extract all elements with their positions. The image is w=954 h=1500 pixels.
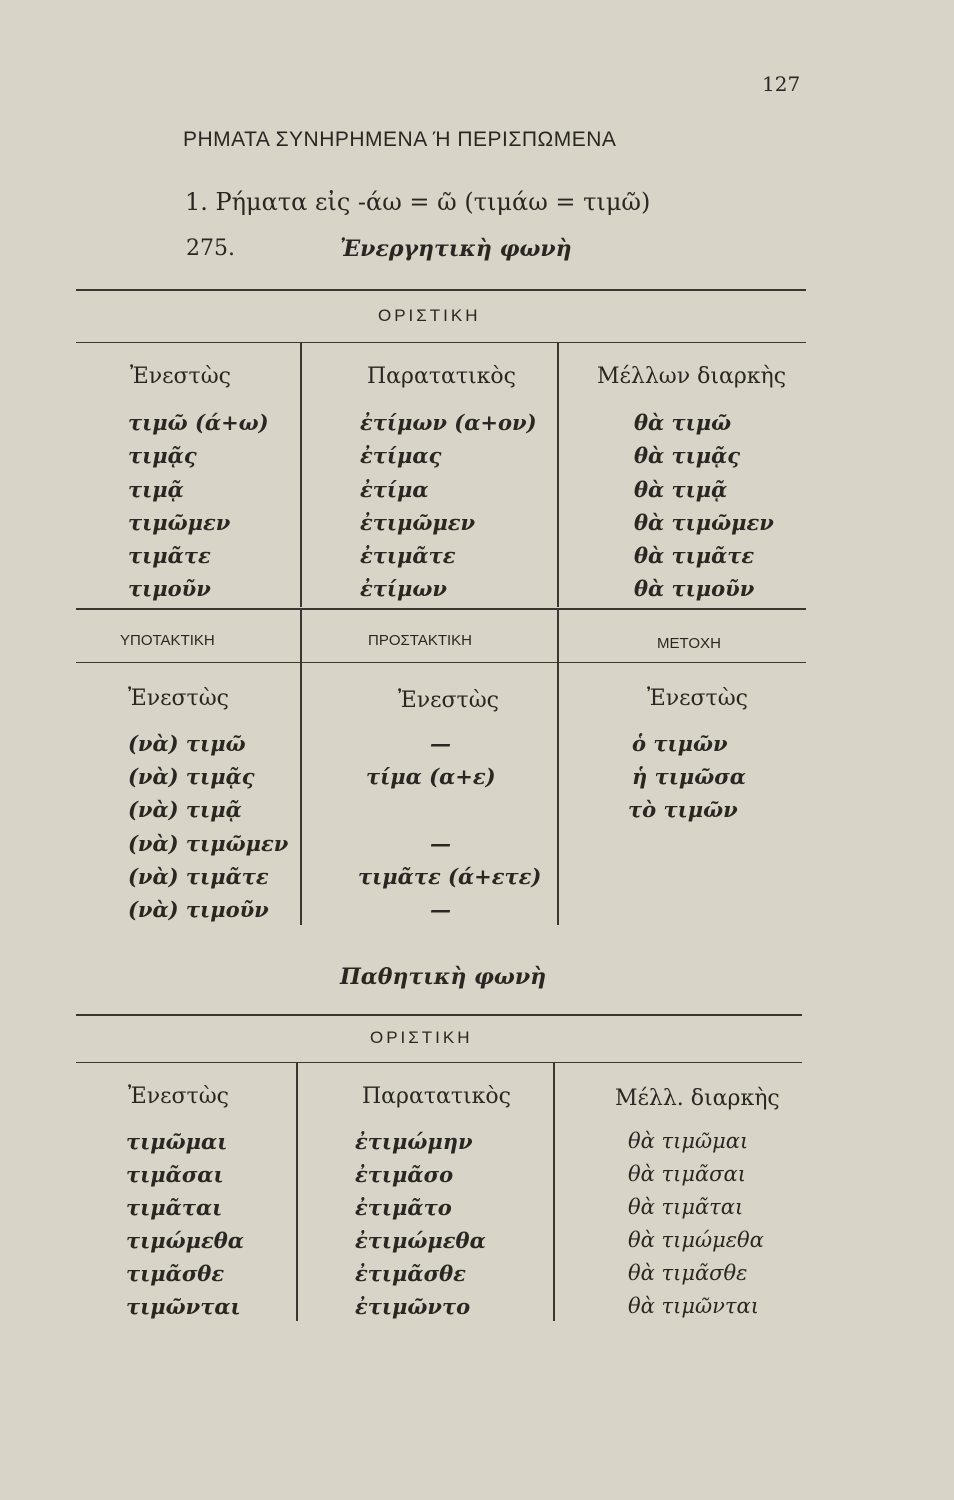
passive-present-form: τιμῶμαι bbox=[126, 1129, 228, 1154]
imperative-form: — bbox=[430, 897, 451, 922]
active-future-header: Μέλλων διαρκὴς bbox=[597, 364, 787, 389]
participle-form: ἡ τιμῶσα bbox=[632, 764, 746, 789]
passive-present-form: τιμᾶται bbox=[126, 1195, 223, 1220]
active-indicative-header: ΟΡΙΣΤΙΚΗ bbox=[378, 306, 481, 325]
section-subtitle: 1. Ρήματα εἰς -άω = ῶ (τιμάω = τιμῶ) bbox=[185, 188, 651, 216]
passive-imperfect-form: ἐτιμῶντο bbox=[355, 1294, 471, 1319]
active-present-form: τιμᾶτε bbox=[128, 543, 211, 568]
divider-passive-1 bbox=[296, 1063, 298, 1321]
rule-passive-top bbox=[76, 1014, 802, 1016]
passive-imperfect-form: ἐτιμώμεθα bbox=[355, 1228, 486, 1253]
passive-imperfect-form: ἐτιμᾶσθε bbox=[355, 1261, 466, 1286]
active-present-form: τιμῶ (ά+ω) bbox=[128, 410, 269, 435]
passive-future-form: θὰ τιμῶμαι bbox=[628, 1129, 749, 1153]
active-imperfect-form: ἐτίμων (α+ον) bbox=[360, 410, 537, 435]
participle-header: ΜΕΤΟΧΗ bbox=[657, 635, 721, 652]
active-future-form: θὰ τιμῶ bbox=[634, 410, 732, 435]
rule-active-top bbox=[76, 289, 806, 291]
passive-imperfect-form: ἐτιμᾶτο bbox=[355, 1195, 452, 1220]
participle-present-header: Ἐνεστὼς bbox=[647, 686, 748, 711]
active-present-form: τιμᾷ bbox=[128, 477, 184, 502]
active-future-form: θὰ τιμᾷ bbox=[634, 477, 728, 502]
passive-future-header: Μέλλ. διαρκὴς bbox=[615, 1086, 780, 1111]
divider-passive-2 bbox=[553, 1063, 555, 1321]
active-imperfect-form: ἐτιμᾶτε bbox=[360, 543, 456, 568]
imperative-form: — bbox=[430, 831, 451, 856]
imperative-header: ΠΡΟΣΤΑΚΤΙΚΗ bbox=[368, 632, 473, 649]
imperative-present-header: Ἐνεστὼς bbox=[398, 688, 499, 713]
active-imperfect-header: Παρατατικὸς bbox=[367, 364, 516, 389]
subjunctive-form: (νὰ) τιμᾷς bbox=[128, 764, 255, 789]
passive-voice-title: Παθητικὴ φωνὴ bbox=[340, 964, 547, 990]
subjunctive-form: (νὰ) τιμῶ bbox=[128, 731, 246, 756]
passive-present-header: Ἐνεστὼς bbox=[128, 1084, 229, 1109]
imperative-form: τιμᾶτε (ά+ετε) bbox=[358, 864, 542, 889]
imperative-form: — bbox=[430, 731, 451, 756]
active-imperfect-form: ἐτίμα bbox=[360, 477, 429, 502]
subjunctive-form: (νὰ) τιμᾷ bbox=[128, 797, 242, 822]
page-number: 127 bbox=[762, 72, 801, 96]
active-future-form: θὰ τιμᾶτε bbox=[634, 543, 755, 568]
passive-imperfect-form: ἐτιμώμην bbox=[355, 1129, 473, 1154]
passive-future-form: θὰ τιμᾶσθε bbox=[628, 1261, 748, 1285]
active-present-form: τιμοῦν bbox=[128, 576, 211, 601]
subjunctive-form: (νὰ) τιμῶμεν bbox=[128, 831, 289, 856]
active-present-form: τιμᾷς bbox=[128, 443, 197, 468]
subjunctive-present-header: Ἐνεστὼς bbox=[128, 686, 229, 711]
passive-present-form: τιμώμεθα bbox=[126, 1228, 244, 1253]
rule-active-indicative bbox=[76, 342, 806, 343]
divider-moods-h2 bbox=[557, 610, 559, 662]
rule-moods-header bbox=[76, 662, 806, 663]
subjunctive-header: ΥΠΟΤΑΚΤΙΚΗ bbox=[120, 632, 215, 649]
passive-future-form: θὰ τιμᾶται bbox=[628, 1195, 744, 1219]
active-imperfect-form: ἐτίμων bbox=[360, 576, 447, 601]
active-present-form: τιμῶμεν bbox=[128, 510, 231, 535]
passive-imperfect-form: ἐτιμᾶσο bbox=[355, 1162, 454, 1187]
passive-present-form: τιμᾶσθε bbox=[126, 1261, 225, 1286]
divider-moods-1 bbox=[300, 663, 302, 925]
subjunctive-form: (νὰ) τιμᾶτε bbox=[128, 864, 269, 889]
active-future-form: θὰ τιμᾷς bbox=[634, 443, 741, 468]
passive-imperfect-header: Παρατατικὸς bbox=[362, 1084, 511, 1109]
divider-active-1 bbox=[300, 343, 302, 607]
active-voice-title: Ἐνεργητικὴ φωνὴ bbox=[340, 236, 572, 262]
rule-passive-indicative bbox=[76, 1062, 802, 1063]
subjunctive-form: (νὰ) τιμοῦν bbox=[128, 897, 269, 922]
section-number: 275. bbox=[186, 236, 235, 261]
divider-moods-h1 bbox=[300, 610, 302, 662]
participle-form: ὁ τιμῶν bbox=[632, 731, 728, 756]
active-future-form: θὰ τιμοῦν bbox=[634, 576, 755, 601]
passive-present-form: τιμῶνται bbox=[126, 1294, 241, 1319]
participle-form: τὸ τιμῶν bbox=[628, 797, 738, 822]
page-title: ΡΗΜΑΤΑ ΣΥΝΗΡΗΜΕΝΑ Ή ΠΕΡΙΣΠΩΜΕΝΑ bbox=[183, 128, 617, 151]
rule-moods-top bbox=[76, 608, 806, 610]
passive-future-form: θὰ τιμῶνται bbox=[628, 1294, 759, 1318]
passive-future-form: θὰ τιμώμεθα bbox=[628, 1228, 764, 1252]
passive-present-form: τιμᾶσαι bbox=[126, 1162, 224, 1187]
active-present-header: Ἐνεστὼς bbox=[130, 364, 231, 389]
active-imperfect-form: ἐτίμας bbox=[360, 443, 442, 468]
imperative-form: τίμα (α+ε) bbox=[366, 764, 496, 789]
active-future-form: θὰ τιμῶμεν bbox=[634, 510, 774, 535]
passive-indicative-header: ΟΡΙΣΤΙΚΗ bbox=[370, 1028, 473, 1047]
passive-future-form: θὰ τιμᾶσαι bbox=[628, 1162, 746, 1186]
divider-active-2 bbox=[557, 343, 559, 607]
divider-moods-2 bbox=[557, 663, 559, 925]
active-imperfect-form: ἐτιμῶμεν bbox=[360, 510, 476, 535]
